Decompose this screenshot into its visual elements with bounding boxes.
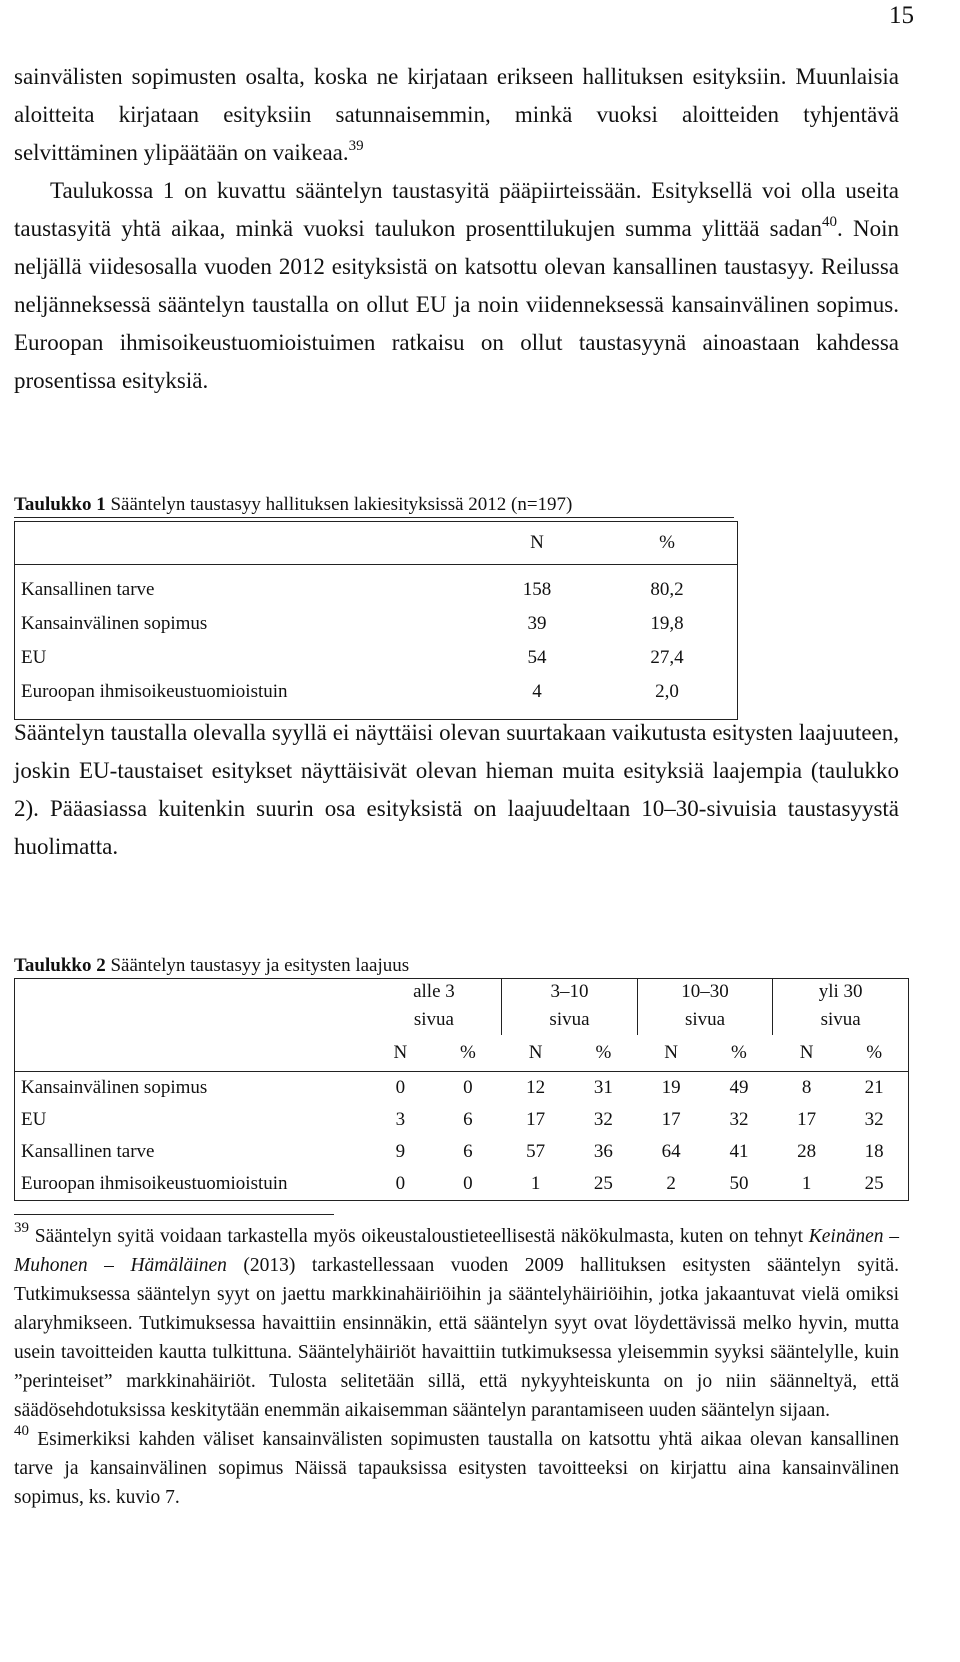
cell: 31 — [593, 1077, 613, 1098]
table-2-header-empty — [15, 1005, 367, 1035]
table-2-n-pct-header-row — [15, 1035, 909, 1072]
cell: 0 — [463, 1173, 473, 1194]
cell: 19 — [661, 1077, 681, 1098]
row-label: Euroopan ihmisoikeustuomioistuin — [21, 681, 288, 702]
table-row — [15, 1168, 909, 1201]
cell: 0 — [463, 1077, 473, 1098]
cell-n: 39 — [527, 613, 547, 634]
footnote-ref-39[interactable]: 39 — [348, 138, 364, 154]
cell: 17 — [526, 1109, 546, 1130]
paragraph-1-part-3: . Noin neljällä viidesosalla vuoden 2012 esityksistä on katsottu olevan kansallinen taustasyy. Reilussa neljänneksessä sääntelyn taustalla on ollut EU ja noin viidenneksessä kansainvälinen sopimus. Euroopan ihmisoikeustuomioistuimen ratkaisu on ollut taustasyynä ainoastaan kahdessa prosentissa esityksiä. — [14, 216, 899, 393]
cell: 12 — [526, 1077, 546, 1098]
header-pct: % — [434, 1035, 502, 1072]
row-label: EU — [21, 1109, 47, 1130]
header-n: N — [637, 1035, 705, 1072]
table-row — [15, 607, 738, 641]
footnote-ref-40[interactable]: 40 — [822, 214, 838, 230]
cell: 32 — [729, 1109, 749, 1130]
cell: 57 — [526, 1141, 546, 1162]
table-1-caption-label: Taulukko 1 — [14, 494, 106, 515]
table-2 — [14, 978, 909, 1201]
table-2-group-row-2 — [15, 1005, 909, 1035]
table-1-caption — [14, 494, 734, 518]
row-label: Kansainvälinen sopimus — [21, 613, 208, 634]
footnote-text: Esimerkiksi kahden väliset kansainvälisten sopimusten taustalla on katsottu yhtä aikaa olevan kansallinen tarve ja kansainvälinen sopimus Näissä tapauksissa esitysten tavoitteeksi on kirjattu aina kansainvälinen sopimus, ks. kuvio 7. — [14, 1429, 899, 1508]
header-n: N — [773, 1035, 841, 1072]
table-2-header-empty — [15, 979, 367, 1006]
cell: 9 — [395, 1141, 406, 1162]
paragraph-1 — [14, 58, 899, 400]
cell: 2 — [666, 1173, 676, 1194]
cell: 64 — [661, 1141, 681, 1162]
table-row — [15, 675, 738, 720]
footnotes — [14, 1222, 899, 1512]
cell: 8 — [801, 1077, 812, 1098]
group-label-unit: sivua — [637, 1005, 773, 1035]
cell: 32 — [864, 1109, 884, 1130]
row-label: Kansainvälinen sopimus — [21, 1077, 208, 1098]
cell: 6 — [463, 1109, 473, 1130]
group-label: 10–30 — [637, 979, 773, 1006]
cell: 17 — [661, 1109, 681, 1130]
table-row — [15, 641, 738, 675]
group-label: yli 30 — [773, 979, 909, 1006]
cell: 36 — [593, 1141, 613, 1162]
group-label-unit: sivua — [502, 1005, 638, 1035]
table-2-caption-label: Taulukko 2 — [14, 955, 106, 976]
cell: 6 — [463, 1141, 473, 1162]
header-n: N — [502, 1035, 570, 1072]
table-2-header-empty — [15, 1035, 367, 1072]
table-row — [15, 565, 738, 608]
row-label: Kansallinen tarve — [21, 579, 155, 600]
cell-pct: 27,4 — [650, 647, 684, 668]
table-1-header-n: N — [477, 522, 597, 565]
header-n: N — [367, 1035, 435, 1072]
cell-n: 158 — [522, 579, 552, 600]
cell: 32 — [593, 1109, 613, 1130]
table-2-caption — [14, 955, 409, 977]
header-pct: % — [840, 1035, 908, 1072]
table-2-caption-text: Sääntelyn taustasyy ja esitysten laajuus — [105, 955, 410, 976]
footnote-text: Sääntelyn syitä voidaan tarkastella myös oikeustaloustieteellisestä näkökulmasta, kuten on tehnyt — [29, 1226, 809, 1247]
cell: 0 — [395, 1077, 406, 1098]
cell: 25 — [864, 1173, 884, 1194]
cell-n: 54 — [527, 647, 547, 668]
cell: 1 — [801, 1173, 812, 1194]
paragraph-1-part-1: sainvälisten sopimusten osalta, koska ne kirjataan erikseen hallituksen esityksiin. Muunlaisia aloitteita kirjataan esityksiin satunnaisemmin, minkä vuoksi aloitteiden tyhjentävä selvittäminen ylipäätään on vaikeaa. — [14, 64, 899, 165]
row-label: Kansallinen tarve — [21, 1141, 155, 1162]
cell: 49 — [729, 1077, 749, 1098]
cell: 17 — [797, 1109, 817, 1130]
table-1-header-row — [15, 522, 738, 565]
group-label-unit: sivua — [773, 1005, 909, 1035]
cell: 25 — [593, 1173, 613, 1194]
cell: 41 — [729, 1141, 749, 1162]
table-1-header-pct: % — [597, 522, 738, 565]
footnote-divider — [14, 1214, 334, 1215]
footnote-39 — [14, 1222, 899, 1425]
footnote-authors: Keinänen – Muhonen – Hämäläinen — [14, 1226, 900, 1276]
footnote-text: (2013) tarkastellessaan vuoden 2009 hallituksen esitysten sääntelyn syitä. Tutkimuksessa sääntelyn syyt on jaettu markkinahäiriöihin ja sääntelyhäiriöihin, jotka jakaantuvat vielä omiksi alaryhmikseen. Tutkimuksessa havaittiin ensinnäkin, että sääntelyn syyt ovat löydettävissä melko hyvin, mutta usein tavoitteiden kautta tulkittuna. Sääntelyhäiriöt havaittiin tutkimuksessa yleisemmin syyksi sääntelylle, kuin ”perinteiset” markkinahäiriöt. Tulosta selitetään sillä, että nykyyhteiskunta on jo niin säänneltyä, että säädösehdotuksissa keskitytään enemmän aikaisemman sääntelyn parantamiseen uuden sääntelyn sijaan. — [14, 1255, 900, 1421]
table-1 — [14, 521, 738, 720]
table-2-group-row-1 — [15, 979, 909, 1006]
cell: 18 — [864, 1141, 884, 1162]
header-pct: % — [569, 1035, 637, 1072]
cell: 28 — [797, 1141, 817, 1162]
cell: 50 — [729, 1173, 749, 1194]
table-row — [15, 1104, 909, 1136]
cell: 21 — [864, 1077, 884, 1098]
paragraph-2: Sääntelyn taustalla olevalla syyllä ei näyttäisi olevan suurtakaan vaikutusta esitysten laajuuteen, joskin EU-taustaiset esitykset näyttäisivät olevan hieman muita esityksiä laajempia (taulukko 2). Pääasiassa kuitenkin suurin osa esityksistä on laajuudeltaan 10–30-sivuisia taustasyystä huolimatta. — [14, 720, 899, 859]
row-label: Euroopan ihmisoikeustuomioistuin — [21, 1173, 288, 1194]
cell-pct: 19,8 — [650, 613, 684, 634]
table-row — [15, 1072, 909, 1105]
header-pct: % — [705, 1035, 773, 1072]
table-1-caption-text: Sääntelyn taustasyy hallituksen lakiesityksissä 2012 (n=197) — [105, 494, 573, 515]
group-label: 3–10 — [502, 979, 638, 1006]
group-label: alle 3 — [413, 981, 455, 1002]
cell-pct: 80,2 — [650, 579, 684, 600]
cell: 0 — [395, 1173, 406, 1194]
group-label-unit: sivua — [413, 1009, 454, 1030]
table-row — [15, 1136, 909, 1168]
cell-n: 4 — [532, 681, 542, 702]
cell: 3 — [395, 1109, 406, 1130]
footnote-number: 39 — [14, 1220, 29, 1236]
cell-pct: 2,0 — [655, 681, 679, 702]
cell: 1 — [530, 1173, 541, 1194]
footnote-40 — [14, 1425, 899, 1512]
row-label: EU — [21, 647, 47, 668]
table-1-header-empty — [15, 522, 478, 565]
paragraph-1-part-2: Taulukossa 1 on kuvattu sääntelyn taustasyitä pääpiirteissään. Esityksellä voi olla useita taustasyitä yhtä aikaa, minkä vuoksi taulukon prosenttilukujen summa ylittää sadan — [14, 178, 899, 241]
footnote-number: 40 — [14, 1423, 29, 1439]
page-number: 15 — [889, 2, 914, 29]
